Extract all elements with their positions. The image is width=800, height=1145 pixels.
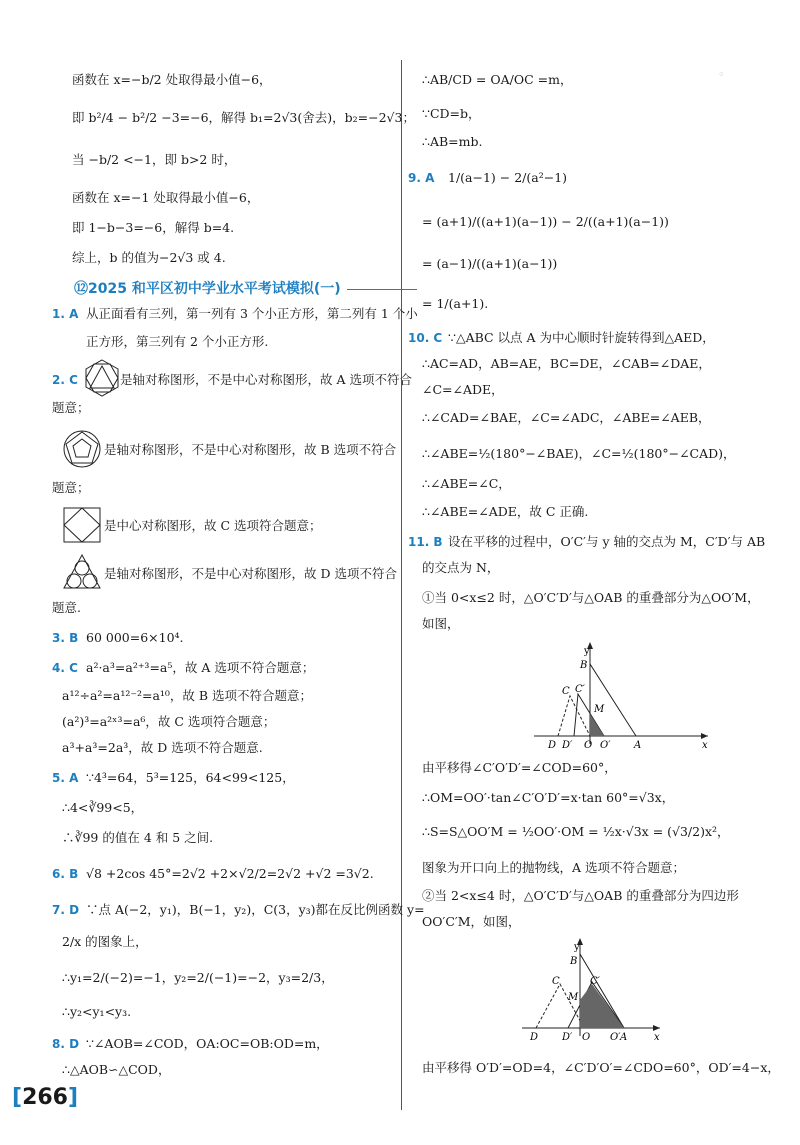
answer-line: 的交点为 N， — [422, 560, 500, 575]
text-line: 当 −b/2 <−1，即 b>2 时， — [72, 152, 237, 167]
answer-line: 是轴对称图形，不是中心对称图形，故 D 选项不符合 — [104, 566, 397, 581]
answer-line: 题意； — [52, 480, 90, 495]
answer-line: 由平移得 O′D′=OD=4，∠C′D′O′=∠CDO=60°，OD′=4−x， — [422, 1060, 780, 1075]
answer-line: ①当 0<x≤2 时，△O′C′D′与△OAB 的重叠部分为△OO′M， — [422, 590, 760, 605]
question-number: 1. A — [52, 307, 79, 321]
column-divider — [401, 60, 402, 1110]
answer-line: 图象为开口向上的抛物线，A 选项不符合题意； — [422, 860, 686, 875]
text-line: ∴AB/CD = OA/OC =m， — [422, 72, 573, 87]
text-line: ∴AB=mb. — [422, 134, 483, 149]
answer-line: ∴S=S△OO′M = ½OO′·OM = ½x·√3x = (√3/2)x²， — [422, 824, 730, 839]
answer-line: 是中心对称图形，故 C 选项符合题意； — [104, 518, 322, 533]
question-number: 10. C — [408, 331, 443, 345]
point-label-d-prime: D′ — [562, 1032, 573, 1043]
answer-line: √8 +2cos 45°=2√2 +2×√2/2=2√2 +√2 =3√2. — [86, 866, 374, 881]
answer-line: ∴y₂<y₁<y₃. — [62, 1004, 132, 1019]
point-label-o-prime: O′ — [610, 1032, 621, 1043]
answer-line: 由平移得∠C′O′D′=∠COD=60°， — [422, 760, 617, 775]
axis-label-y: y — [584, 646, 590, 657]
hexagon-triangle-figure-icon — [84, 358, 120, 398]
answer-line: ∴AC=AD，AB=AE，BC=DE，∠CAB=∠DAE， — [422, 356, 711, 371]
axis-label-x: x — [654, 1032, 660, 1043]
answer-line: 从正面看有三列，第一列有 3 个小正方形，第二列有 1 个小 — [86, 306, 418, 321]
question-number: 11. B — [408, 535, 443, 549]
point-label-o-prime: O′ — [600, 740, 611, 750]
answer-line: 2/x 的图象上， — [62, 934, 148, 949]
point-label-m: M — [568, 992, 579, 1003]
answer-line: ∴△AOB∽△COD， — [62, 1062, 171, 1077]
section-title: ⑫2025 和平区初中学业水平考试模拟(一) — [74, 278, 417, 298]
answer-line: 题意. — [52, 600, 81, 615]
answer-line: a³+a³=2a³，故 D 选项不符合题意. — [62, 740, 263, 755]
answer-line: ∴∛99 的值在 4 和 5 之间. — [62, 830, 214, 845]
answer-line: ∵∠AOB=∠COD，OA:OC=OB:OD=m， — [86, 1036, 329, 1051]
text-line: 综上，b 的值为−2√3 或 4. — [72, 250, 226, 265]
answer-line: ∵4³=64，5³=125，64<99<125， — [86, 770, 295, 785]
question-number: 7. D — [52, 903, 80, 917]
answer-line: ∴y₁=2/(−2)=−1，y₂=2/(−1)=−2，y₃=2/3， — [62, 970, 334, 985]
answer-line: = (a+1)/((a+1)(a−1)) − 2/((a+1)(a−1)) — [422, 214, 669, 229]
answer-line: = 1/(a+1). — [422, 296, 489, 311]
translation-figure-2 — [516, 936, 666, 1046]
answer-line: ∴∠CAD=∠BAE，∠C=∠ADC，∠ABE=∠AEB， — [422, 410, 711, 425]
answer-line: ∴OM=OO′·tan∠C′O′D′=x·tan 60°=√3x， — [422, 790, 675, 805]
text-line: 即 1−b−3=−6，解得 b=4. — [72, 220, 235, 235]
answer-line: a²·a³=a²⁺³=a⁵，故 A 选项不符合题意； — [86, 660, 315, 675]
answer-line: ∴∠ABE=∠ADE，故 C 正确. — [422, 504, 589, 519]
text-line: 函数在 x=−b/2 处取得最小值−6， — [72, 72, 272, 87]
point-label-c-prime: C′ — [575, 684, 585, 695]
answer-line: ∴∠ABE=½(180°−∠BAE)，∠C=½(180°−∠CAD)， — [422, 446, 736, 461]
answer-line: ∵△ABC 以点 A 为中心顺时针旋转得到△AED， — [448, 330, 715, 345]
answer-line: 设在平移的过程中，O′C′与 y 轴的交点为 M，C′D′与 AB — [448, 534, 766, 549]
answer-line: 1/(a−1) − 2/(a²−1) — [448, 170, 568, 185]
answer-line: a¹²÷a²=a¹²⁻²=a¹⁰，故 B 选项不符合题意； — [62, 688, 313, 703]
answer-line: OO′C′M，如图， — [422, 914, 521, 929]
answer-line: = (a−1)/((a+1)(a−1)) — [422, 256, 558, 271]
point-label-d: D — [530, 1032, 539, 1043]
question-number: 4. C — [52, 661, 78, 675]
answer-line: ∵点 A(−2，y₁)，B(−1，y₂)，C(3，y₃)都在反比例函数 y= — [86, 902, 425, 917]
point-label-a: A — [620, 1032, 628, 1043]
page-number: [266] — [12, 1085, 79, 1110]
answer-line: 60 000=6×10⁴. — [86, 630, 184, 645]
point-label-a: A — [634, 740, 642, 750]
point-label-o: O — [584, 740, 593, 750]
point-label-d-prime: D′ — [562, 740, 573, 750]
translation-figure-1 — [528, 640, 718, 750]
answer-line: ∴∠ABE=∠C， — [422, 476, 511, 491]
axis-label-x: x — [702, 740, 708, 750]
question-number: 3. B — [52, 631, 79, 645]
question-number: 2. C — [52, 373, 78, 387]
square-in-square-figure-icon — [62, 506, 102, 544]
question-number: 5. A — [52, 771, 79, 785]
axis-label-y: y — [574, 942, 580, 953]
scan-mark: ◦ — [718, 68, 725, 81]
question-number: 8. D — [52, 1037, 80, 1051]
point-label-b: B — [580, 660, 588, 671]
point-label-b: B — [570, 956, 578, 967]
text-line: 函数在 x=−1 处取得最小值−6， — [72, 190, 260, 205]
answer-line: 是轴对称图形，不是中心对称图形，故 A 选项不符合 — [120, 372, 412, 387]
answer-line: ②当 2<x≤4 时，△O′C′D′与△OAB 的重叠部分为四边形 — [422, 888, 739, 903]
text-line: 即 b²/4 − b²/2 −3=−6，解得 b₁=2√3(舍去)，b₂=−2√3； — [72, 110, 415, 125]
text-line: ∵CD=b， — [422, 106, 481, 121]
point-label-c: C — [562, 686, 570, 697]
point-label-c: C — [552, 976, 560, 987]
question-number: 9. A — [408, 171, 435, 185]
answer-line: 题意； — [52, 400, 90, 415]
answer-line: 如图， — [422, 616, 460, 631]
triangle-with-circles-figure-icon — [62, 552, 102, 592]
point-label-m: M — [594, 704, 605, 715]
point-label-d: D — [548, 740, 557, 750]
question-number: 6. B — [52, 867, 79, 881]
answer-line: 是轴对称图形，不是中心对称图形，故 B 选项不符合 — [104, 442, 397, 457]
answer-line: ∠C=∠ADE， — [422, 382, 504, 397]
point-label-o: O — [582, 1032, 591, 1043]
answer-line: ∴4<∛99<5， — [62, 800, 144, 815]
answer-line: (a²)³=a²ˣ³=a⁶，故 C 选项符合题意； — [62, 714, 276, 729]
answer-line: 正方形，第三列有 2 个小正方形. — [86, 334, 269, 349]
point-label-c-prime: C′ — [590, 976, 600, 987]
pentagon-in-circle-figure-icon — [62, 428, 102, 470]
